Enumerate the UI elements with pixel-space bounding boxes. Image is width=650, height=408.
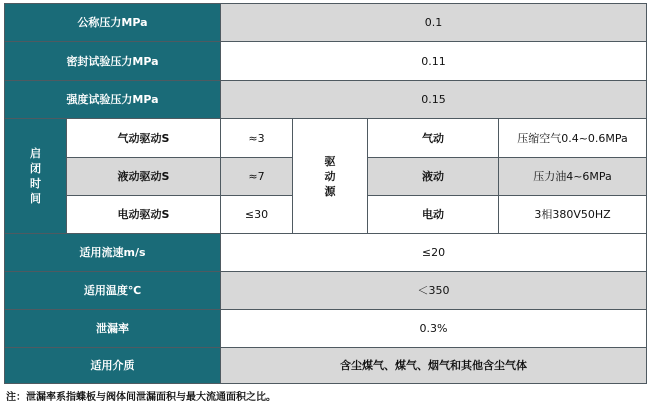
- nominal-pressure-label: 公称压力MPa: [5, 4, 221, 42]
- hydraulic-drive-value: ≈7: [221, 158, 293, 196]
- drive-source-char: 源: [324, 184, 336, 198]
- spec-table: [4, 3, 647, 384]
- pneumatic-drive-label: 气动驱动S: [67, 119, 221, 158]
- flow-velocity-value: ≤20: [221, 234, 647, 272]
- nominal-pressure-value: 0.1: [221, 4, 647, 42]
- flow-velocity-label: 适用流速m/s: [5, 234, 221, 272]
- open-close-time-char: 启: [30, 147, 41, 160]
- temperature-label: 适用温度℃: [5, 272, 221, 310]
- table-row: [5, 310, 647, 348]
- drive-spec-pneumatic: 压缩空气0.4~0.6MPa: [499, 119, 647, 158]
- electric-drive-label: 电动驱动S: [67, 196, 221, 234]
- medium-value: 含尘煤气、煤气、烟气和其他含尘气体: [221, 348, 647, 384]
- table-row: [5, 119, 647, 158]
- temperature-value: ＜350: [221, 272, 647, 310]
- table-row: [5, 4, 647, 42]
- table-row: [5, 42, 647, 81]
- table-row: [5, 272, 647, 310]
- hydraulic-drive-label: 液动驱动S: [67, 158, 221, 196]
- leakage-rate-value: 0.3%: [221, 310, 647, 348]
- footnote: 注：泄漏率系指蝶板与阀体间泄漏面积与最大流通面积之比。: [6, 392, 276, 403]
- drive-source-char: 驱: [324, 154, 336, 168]
- table-row: [5, 348, 647, 384]
- leakage-rate-label: 泄漏率: [5, 310, 221, 348]
- strength-test-pressure-value: 0.15: [221, 81, 647, 119]
- drive-source-label: [293, 119, 368, 234]
- open-close-time-char: 间: [30, 192, 41, 205]
- drive-source-char: 动: [324, 169, 336, 183]
- table-row: [5, 234, 647, 272]
- drive-type-pneumatic: 气动: [368, 119, 499, 158]
- seal-test-pressure-label: 密封试验压力MPa: [5, 42, 221, 81]
- open-close-time-label: [5, 119, 67, 234]
- drive-spec-electric: 3相380V50HZ: [499, 196, 647, 234]
- open-close-time-char: 时: [30, 177, 41, 190]
- strength-test-pressure-label: 强度试验压力MPa: [5, 81, 221, 119]
- electric-drive-value: ≤30: [221, 196, 293, 234]
- medium-label: 适用介质: [5, 348, 221, 384]
- open-close-time-char: 闭: [30, 162, 41, 175]
- drive-spec-hydraulic: 压力油4~6MPa: [499, 158, 647, 196]
- table-row: [5, 81, 647, 119]
- drive-type-electric: 电动: [368, 196, 499, 234]
- pneumatic-drive-value: ≈3: [221, 119, 293, 158]
- drive-type-hydraulic: 液动: [368, 158, 499, 196]
- seal-test-pressure-value: 0.11: [221, 42, 647, 81]
